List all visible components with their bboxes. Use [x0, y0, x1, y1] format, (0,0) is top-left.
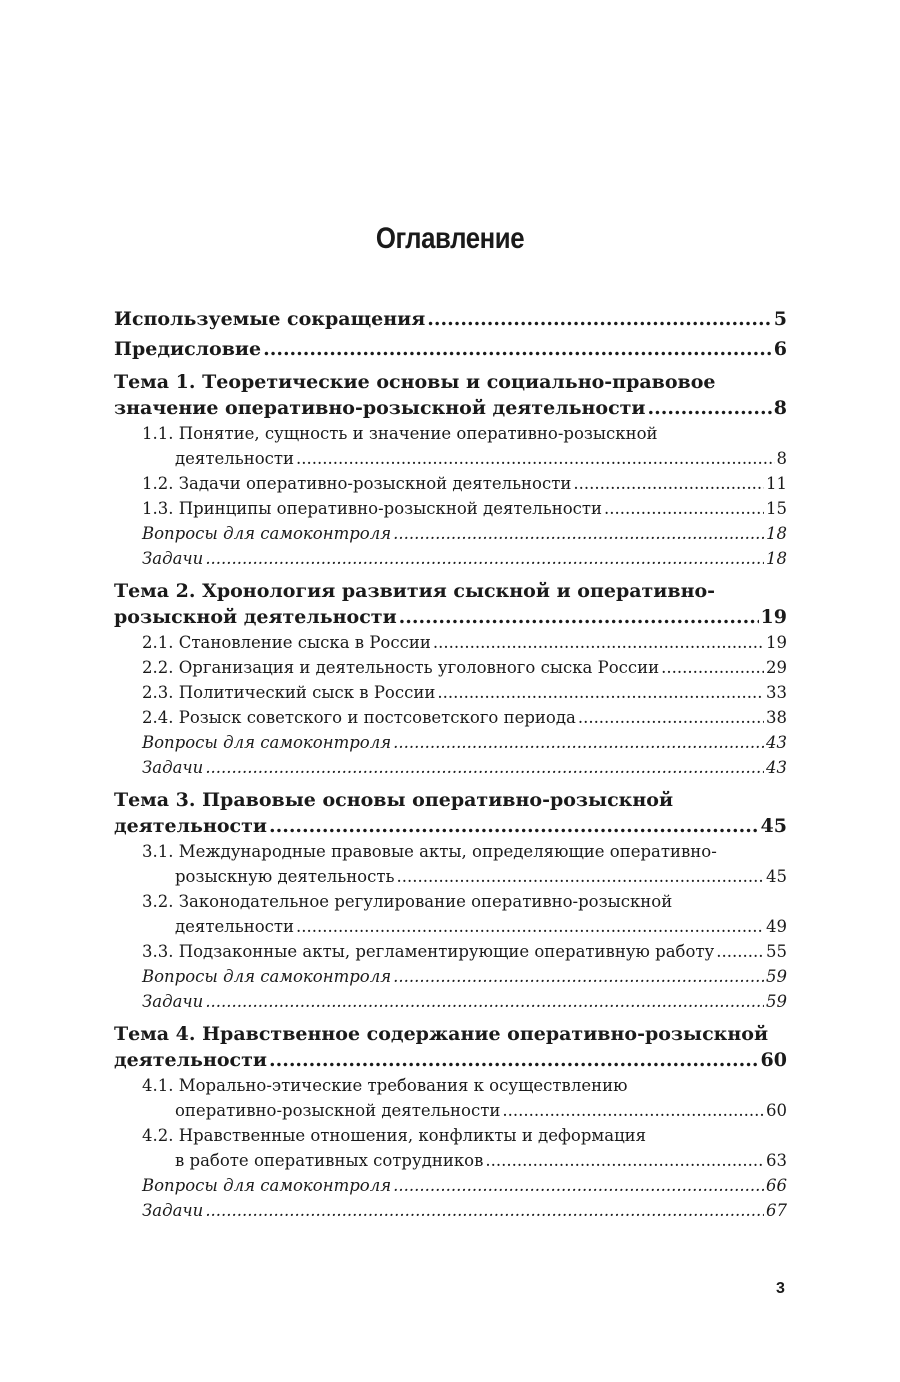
- toc-subsection-line[interactable]: [175, 1148, 787, 1173]
- leader-dots: [661, 655, 764, 680]
- leader-dots: [205, 1198, 764, 1223]
- leader-dots: [437, 680, 764, 705]
- toc-page-number: 38: [766, 708, 787, 727]
- leader-dots: [393, 964, 764, 989]
- toc-page-number: 8: [773, 397, 787, 419]
- toc-entry-label: 3.3. Подзаконные акты, регламентирующие оперативную работу: [142, 942, 715, 961]
- toc-group-topic-1: [114, 369, 787, 571]
- toc-entry-label: 1.2. Задачи оперативно-розыскной деятельности: [142, 474, 572, 493]
- toc-subsection-line[interactable]: [175, 1098, 787, 1123]
- toc-page-number: 45: [766, 867, 787, 886]
- toc-entry-label: 2.2. Организация и деятельность уголовного сыска России: [142, 658, 660, 677]
- toc-topic-heading[interactable]: Тема 3. Правовые основы оперативно-розыскной: [114, 789, 674, 811]
- toc-topic-heading[interactable]: Тема 4. Нравственное содержание оперативно-розыскной: [114, 1023, 769, 1045]
- toc-page-number: 6: [773, 338, 787, 360]
- leader-dots: [396, 864, 764, 889]
- toc-topic-heading[interactable]: Тема 1. Теоретические основы и социально-правовое: [114, 371, 716, 393]
- leader-dots: [296, 914, 764, 939]
- toc-subsection[interactable]: 1.1. Понятие, сущность и значение оперативно-розыскной: [142, 424, 658, 443]
- leader-dots: [393, 521, 764, 546]
- toc-entry-label: Вопросы для самоконтроля: [142, 967, 392, 986]
- toc-page-number: 60: [760, 1049, 787, 1071]
- toc-page-number: 8: [776, 449, 787, 468]
- toc-subsection[interactable]: 3.1. Международные правовые акты, определяющие оперативно-: [142, 842, 717, 861]
- toc-entry-label: Задачи: [142, 992, 204, 1011]
- toc-entry-label: 2.1. Становление сыска в России: [142, 633, 431, 652]
- toc-group-topic-2: [114, 578, 787, 780]
- toc-subsection[interactable]: [142, 939, 787, 964]
- toc-subsection-line[interactable]: [175, 914, 787, 939]
- leader-dots: [433, 630, 764, 655]
- toc-questions-entry[interactable]: [142, 730, 787, 755]
- toc-page-number: 19: [760, 606, 787, 628]
- toc-entry-label: Задачи: [142, 549, 204, 568]
- toc-page-number: 33: [766, 683, 787, 702]
- toc-entry-label: розыскную деятельность: [175, 867, 395, 886]
- toc-page-number: 18: [766, 524, 787, 543]
- leader-dots: [485, 1148, 764, 1173]
- toc-entry-label: Предисловие: [114, 338, 262, 360]
- toc-entry-label: значение оперативно-розыскной деятельности: [114, 397, 646, 419]
- toc-page-number: 5: [773, 308, 787, 330]
- toc-page-number: 60: [766, 1101, 787, 1120]
- toc-entry-abbreviations[interactable]: [114, 306, 787, 332]
- leader-dots: [427, 306, 772, 332]
- toc-page-number: 59: [766, 992, 787, 1011]
- toc-subsection[interactable]: 4.1. Морально-этические требования к осуществлению: [142, 1076, 628, 1095]
- toc-page-number: 43: [766, 758, 787, 777]
- toc-page-number: 19: [766, 633, 787, 652]
- toc-entry-label: деятельности: [175, 449, 294, 468]
- leader-dots: [578, 705, 764, 730]
- toc-subsection[interactable]: 4.2. Нравственные отношения, конфликты и деформация: [142, 1126, 647, 1145]
- toc-tasks-entry[interactable]: [142, 755, 787, 780]
- toc-topic-heading-line[interactable]: [114, 604, 787, 630]
- toc-entry-label: в работе оперативных сотрудников: [175, 1151, 484, 1170]
- leader-dots: [604, 496, 764, 521]
- toc-entry-label: Вопросы для самоконтроля: [142, 1176, 392, 1195]
- toc-entry-label: 2.3. Политический сыск в России: [142, 683, 436, 702]
- leader-dots: [399, 604, 759, 630]
- leader-dots: [393, 730, 764, 755]
- toc-page-number: 67: [766, 1201, 787, 1220]
- leader-dots: [205, 755, 764, 780]
- toc-page-number: 18: [766, 549, 787, 568]
- leader-dots: [648, 395, 772, 421]
- toc-group-topic-4: [114, 1021, 787, 1223]
- leader-dots: [573, 471, 764, 496]
- toc-group-front: [114, 306, 787, 362]
- toc-page-number: 63: [766, 1151, 787, 1170]
- toc-topic-heading-line[interactable]: [114, 395, 787, 421]
- toc-page-number: 15: [766, 499, 787, 518]
- toc-tasks-entry[interactable]: [142, 1198, 787, 1223]
- toc-tasks-entry[interactable]: [142, 989, 787, 1014]
- page-title: Оглавление: [375, 222, 525, 255]
- toc-entry-label: 1.3. Принципы оперативно-розыскной деятельности: [142, 499, 603, 518]
- toc-topic-heading-line[interactable]: [114, 1047, 787, 1073]
- leader-dots: [205, 989, 764, 1014]
- table-of-contents: [114, 306, 787, 1230]
- toc-subsection[interactable]: [142, 680, 787, 705]
- leader-dots: [269, 813, 759, 839]
- toc-subsection[interactable]: [142, 705, 787, 730]
- toc-subsection[interactable]: [142, 630, 787, 655]
- leader-dots: [716, 939, 764, 964]
- leader-dots: [502, 1098, 764, 1123]
- toc-entry-label: оперативно-розыскной деятельности: [175, 1101, 501, 1120]
- leader-dots: [205, 546, 764, 571]
- toc-topic-heading[interactable]: Тема 2. Хронология развития сыскной и оперативно-: [114, 580, 716, 602]
- toc-entry-label: Задачи: [142, 1201, 204, 1220]
- toc-page-number: 55: [766, 942, 787, 961]
- toc-page-number: 11: [766, 474, 787, 493]
- leader-dots: [296, 446, 775, 471]
- toc-subsection[interactable]: [142, 496, 787, 521]
- toc-questions-entry[interactable]: [142, 521, 787, 546]
- toc-subsection[interactable]: 3.2. Законодательное регулирование оперативно-розыскной: [142, 892, 673, 911]
- toc-page-number: 45: [760, 815, 787, 837]
- toc-entry-label: деятельности: [114, 1049, 267, 1071]
- toc-entry-label: деятельности: [175, 917, 294, 936]
- toc-page-number: 43: [766, 733, 787, 752]
- leader-dots: [269, 1047, 759, 1073]
- toc-topic-heading-line[interactable]: [114, 813, 787, 839]
- toc-page-number: 59: [766, 967, 787, 986]
- toc-entry-label: Вопросы для самоконтроля: [142, 733, 392, 752]
- leader-dots: [393, 1173, 764, 1198]
- toc-subsection[interactable]: [142, 655, 787, 680]
- toc-page-number: 29: [766, 658, 787, 677]
- toc-tasks-entry[interactable]: [142, 546, 787, 571]
- toc-subsection[interactable]: [142, 471, 787, 496]
- toc-entry-label: розыскной деятельности: [114, 606, 397, 628]
- leader-dots: [263, 336, 772, 362]
- toc-subsection-line[interactable]: [175, 864, 787, 889]
- toc-subsection-line[interactable]: [175, 446, 787, 471]
- toc-questions-entry[interactable]: [142, 1173, 787, 1198]
- toc-questions-entry[interactable]: [142, 964, 787, 989]
- toc-entry-label: 2.4. Розыск советского и постсоветского периода: [142, 708, 576, 727]
- toc-entry-preface[interactable]: [114, 336, 787, 362]
- toc-entry-label: Вопросы для самоконтроля: [142, 524, 392, 543]
- toc-entry-label: деятельности: [114, 815, 267, 837]
- toc-page-number: 66: [766, 1176, 787, 1195]
- toc-page-number: 49: [766, 917, 787, 936]
- toc-group-topic-3: [114, 787, 787, 1014]
- toc-entry-label: Используемые сокращения: [114, 308, 426, 330]
- page-number: 3: [776, 1280, 785, 1297]
- toc-entry-label: Задачи: [142, 758, 204, 777]
